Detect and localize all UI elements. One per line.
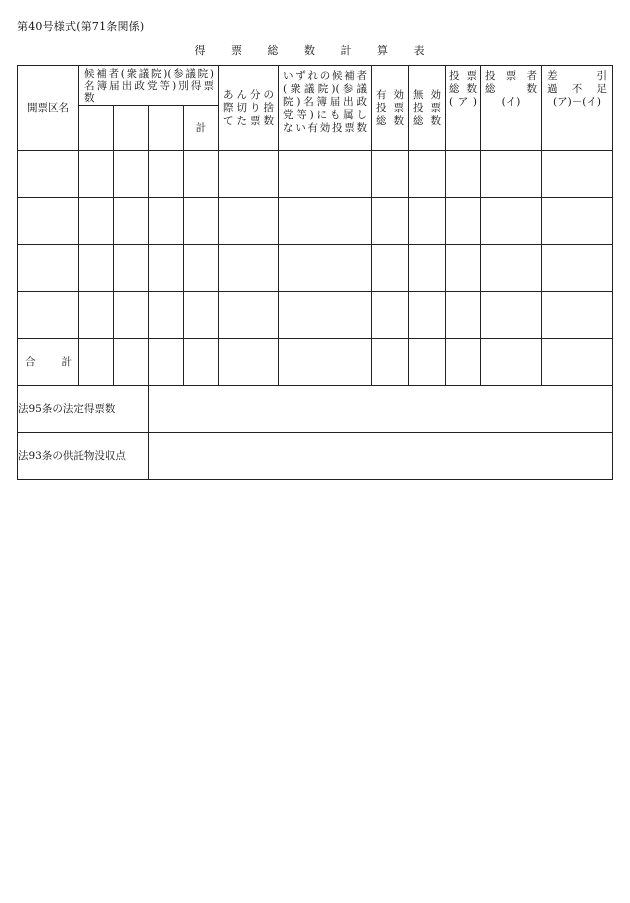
law95-label <box>18 386 149 433</box>
cell[interactable] <box>184 245 219 292</box>
district-cell[interactable] <box>18 292 79 339</box>
header-difference <box>542 66 613 151</box>
cell[interactable] <box>219 339 279 386</box>
total-label-cell <box>18 339 79 386</box>
cell[interactable] <box>184 151 219 198</box>
subtotal-label: 計 <box>195 121 207 134</box>
unaff-line-5: ない有効投票数 <box>283 122 367 134</box>
cell[interactable] <box>279 198 372 245</box>
district-label: 開票区名 <box>27 101 69 114</box>
header-unaffiliated-valid <box>279 66 372 151</box>
cell[interactable] <box>279 292 372 339</box>
cell[interactable] <box>149 151 184 198</box>
candidate-subtotal-header <box>184 106 219 151</box>
fraction-line-2: 際切り捨 <box>223 101 274 114</box>
cell[interactable] <box>446 339 481 386</box>
cell[interactable] <box>79 198 114 245</box>
cell[interactable] <box>409 245 446 292</box>
voters-line-3: (イ) <box>501 96 521 108</box>
cand-line-3: 数 <box>84 92 95 104</box>
cell[interactable] <box>542 198 613 245</box>
total-line-2: 総数 <box>449 83 477 95</box>
cell[interactable] <box>79 292 114 339</box>
cell[interactable] <box>79 151 114 198</box>
unaff-line-3: 院)名簿届出政 <box>283 96 367 108</box>
total-line-3: (ア) <box>449 96 477 108</box>
cell[interactable] <box>409 198 446 245</box>
cell[interactable] <box>446 292 481 339</box>
valid-line-1: 有効 <box>376 88 404 101</box>
diff-line-2: 過 不 足 <box>547 83 607 95</box>
unaff-line-4: 党等)にも属し <box>283 109 367 121</box>
cell[interactable] <box>79 245 114 292</box>
voters-line-1: 投 票 者 <box>485 70 537 82</box>
invalid-line-2: 投票 <box>413 101 441 114</box>
invalid-line-1: 無効 <box>413 88 441 101</box>
cell[interactable] <box>446 245 481 292</box>
header-fraction-discarded <box>219 66 279 151</box>
header-voters-total <box>481 66 542 151</box>
cell[interactable] <box>481 151 542 198</box>
cell[interactable] <box>446 198 481 245</box>
law95-value-cell[interactable] <box>149 386 613 433</box>
candidate-col-2 <box>114 106 149 151</box>
cell[interactable] <box>279 339 372 386</box>
cell[interactable] <box>114 339 149 386</box>
cell[interactable] <box>79 339 114 386</box>
cell[interactable] <box>114 292 149 339</box>
diff-line-1: 差 引 <box>547 70 607 82</box>
fraction-line-1: あん分の <box>223 88 274 101</box>
cell[interactable] <box>481 198 542 245</box>
cell[interactable] <box>481 245 542 292</box>
cell[interactable] <box>481 292 542 339</box>
unaff-line-1: いずれの候補者 <box>283 70 367 82</box>
form-number: 第40号様式(第71条関係) <box>17 20 145 33</box>
fraction-line-3: てた票数 <box>223 114 274 127</box>
cell[interactable] <box>409 151 446 198</box>
candidate-col-3 <box>149 106 184 151</box>
cell[interactable] <box>184 292 219 339</box>
cell[interactable] <box>279 245 372 292</box>
cand-line-1: 候補者(衆議院)(参議院) <box>84 68 214 80</box>
law95-row <box>18 386 613 433</box>
table-row <box>18 151 613 198</box>
cell[interactable] <box>149 292 184 339</box>
diff-line-3: (ア)－(イ) <box>553 96 601 108</box>
cell[interactable] <box>114 198 149 245</box>
cell[interactable] <box>409 339 446 386</box>
candidate-col-1 <box>79 106 114 151</box>
header-votes-total <box>446 66 481 151</box>
cell[interactable] <box>219 198 279 245</box>
law95-text: 法95条の法定得票数 <box>18 402 116 415</box>
district-cell[interactable] <box>18 198 79 245</box>
document-title <box>0 42 630 58</box>
district-cell[interactable] <box>18 245 79 292</box>
cell[interactable] <box>481 339 542 386</box>
cell[interactable] <box>219 292 279 339</box>
cell[interactable] <box>279 151 372 198</box>
law93-label <box>18 433 149 480</box>
law93-value-cell[interactable] <box>149 433 613 480</box>
cell[interactable] <box>372 151 409 198</box>
header-invalid-total <box>409 66 446 151</box>
cell[interactable] <box>542 292 613 339</box>
table-row <box>18 292 613 339</box>
table-row <box>18 198 613 245</box>
cell[interactable] <box>149 245 184 292</box>
cell[interactable] <box>184 339 219 386</box>
law93-text: 法93条の供託物没収点 <box>18 449 126 462</box>
cell[interactable] <box>542 245 613 292</box>
header-valid-total <box>372 66 409 151</box>
valid-line-3: 総数 <box>376 114 404 127</box>
cell[interactable] <box>149 339 184 386</box>
cell[interactable] <box>372 292 409 339</box>
district-cell[interactable] <box>18 151 79 198</box>
cell[interactable] <box>372 339 409 386</box>
cell[interactable] <box>372 245 409 292</box>
cell[interactable] <box>372 198 409 245</box>
cell[interactable] <box>219 245 279 292</box>
total-label <box>18 356 78 369</box>
cell[interactable] <box>219 151 279 198</box>
total-label-text: 合 計 <box>25 355 72 368</box>
cell[interactable] <box>542 339 613 386</box>
table-row <box>18 245 613 292</box>
cell[interactable] <box>409 292 446 339</box>
total-row <box>18 339 613 386</box>
header-row-1 <box>18 66 613 106</box>
header-candidate-votes <box>79 66 219 106</box>
unaff-line-2: (衆議院)(参議 <box>283 83 367 95</box>
total-line-1: 投票 <box>449 70 477 82</box>
valid-line-2: 投票 <box>376 101 404 114</box>
cell[interactable] <box>446 151 481 198</box>
cell[interactable] <box>114 245 149 292</box>
vote-count-table <box>17 65 613 480</box>
law93-row <box>18 433 613 480</box>
cand-line-2: 名簿届出政党等)別得票 <box>84 80 214 92</box>
cell[interactable] <box>149 198 184 245</box>
cell[interactable] <box>184 198 219 245</box>
invalid-line-3: 総数 <box>413 114 441 127</box>
voters-line-2: 総 数 <box>485 83 537 95</box>
cell[interactable] <box>114 151 149 198</box>
header-district <box>18 66 79 151</box>
title-text: 得 票 総 数 計 算 表 <box>194 44 436 57</box>
cell[interactable] <box>542 151 613 198</box>
